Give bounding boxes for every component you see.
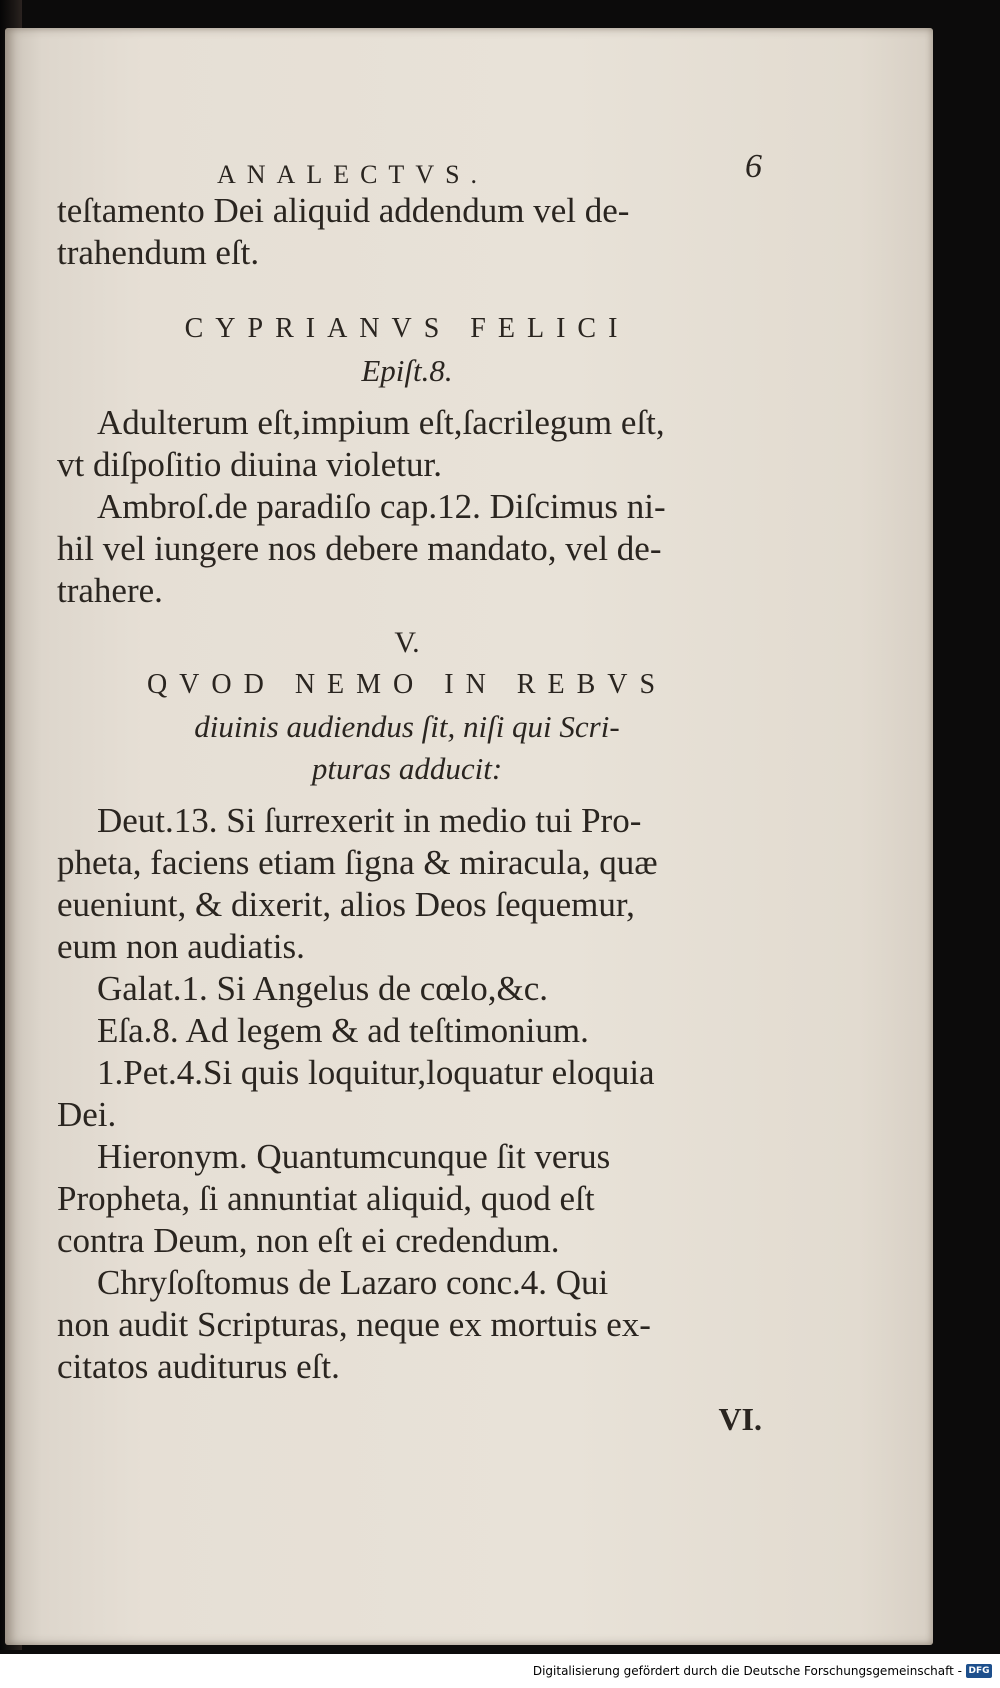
- footer-bar: [0, 1654, 1000, 1688]
- text-line: Ambroſ.de paradiſo cap.12. Diſcimus ni-: [97, 487, 666, 526]
- page-number: 6: [745, 148, 762, 185]
- section-subheading: diuinis audiendus ſit, niſi qui Scri-: [194, 709, 620, 744]
- text-line: trahendum eſt.: [57, 233, 260, 272]
- book-page: [5, 28, 933, 1645]
- text-line: hil vel iungere nos debere mandato, vel de-: [57, 529, 662, 568]
- text-line: Dei.: [57, 1095, 117, 1134]
- text-line: trahere.: [57, 571, 163, 610]
- text-line: teſtamento Dei aliquid addendum vel de-: [57, 191, 630, 230]
- text-line: vt diſpoſitio diuina violetur.: [57, 445, 442, 484]
- text-line: Hieronym. Quantumcunque ſit verus: [97, 1137, 611, 1176]
- page-text-block: [57, 146, 762, 1440]
- text-line: Chryſoſtomus de Lazaro conc.4. Qui: [97, 1263, 609, 1302]
- text-line: Propheta, ſi annuntiat aliquid, quod eſt: [57, 1179, 595, 1218]
- running-head: [57, 146, 762, 190]
- dfg-logo: DFG: [966, 1664, 992, 1678]
- text-line: eum non audiatis.: [57, 927, 305, 966]
- section-heading: QVOD NEMO IN REBVS: [146, 669, 668, 700]
- text-line: eueniunt, & dixerit, alios Deos ſequemur,: [57, 885, 635, 924]
- text-line: Galat.1. Si Angelus de cœlo,&c.: [97, 969, 549, 1008]
- text-line: citatos auditurus eſt.: [57, 1347, 340, 1386]
- text-line: non audit Scripturas, neque ex mortuis ex-: [57, 1305, 651, 1344]
- section-heading: CYPRIANVS FELICI: [184, 313, 630, 344]
- running-head-title: ANALECTVS.: [217, 160, 489, 189]
- section-subheading: pturas adducit:: [311, 751, 503, 786]
- text-line: 1.Pet.4.Si quis loquitur,loquatur eloquia: [97, 1053, 655, 1092]
- funding-credit: Digitalisierung gefördert durch die Deutsche Forschungsgemeinschaft -: [532, 1664, 962, 1678]
- text-line: contra Deum, non eſt ei credendum.: [57, 1221, 560, 1260]
- section-number: V.: [394, 626, 420, 659]
- catchword: VI.: [718, 1401, 762, 1437]
- text-line: Eſa.8. Ad legem & ad teſtimonium.: [97, 1011, 589, 1050]
- text-line: pheta, faciens etiam ſigna & miracula, quæ: [57, 843, 658, 882]
- text-line: Adulterum eſt,impium eſt,ſacrilegum eſt,: [97, 403, 665, 442]
- section-subheading: Epiſt.8.: [361, 353, 453, 388]
- text-line: Deut.13. Si ſurrexerit in medio tui Pro-: [97, 801, 642, 840]
